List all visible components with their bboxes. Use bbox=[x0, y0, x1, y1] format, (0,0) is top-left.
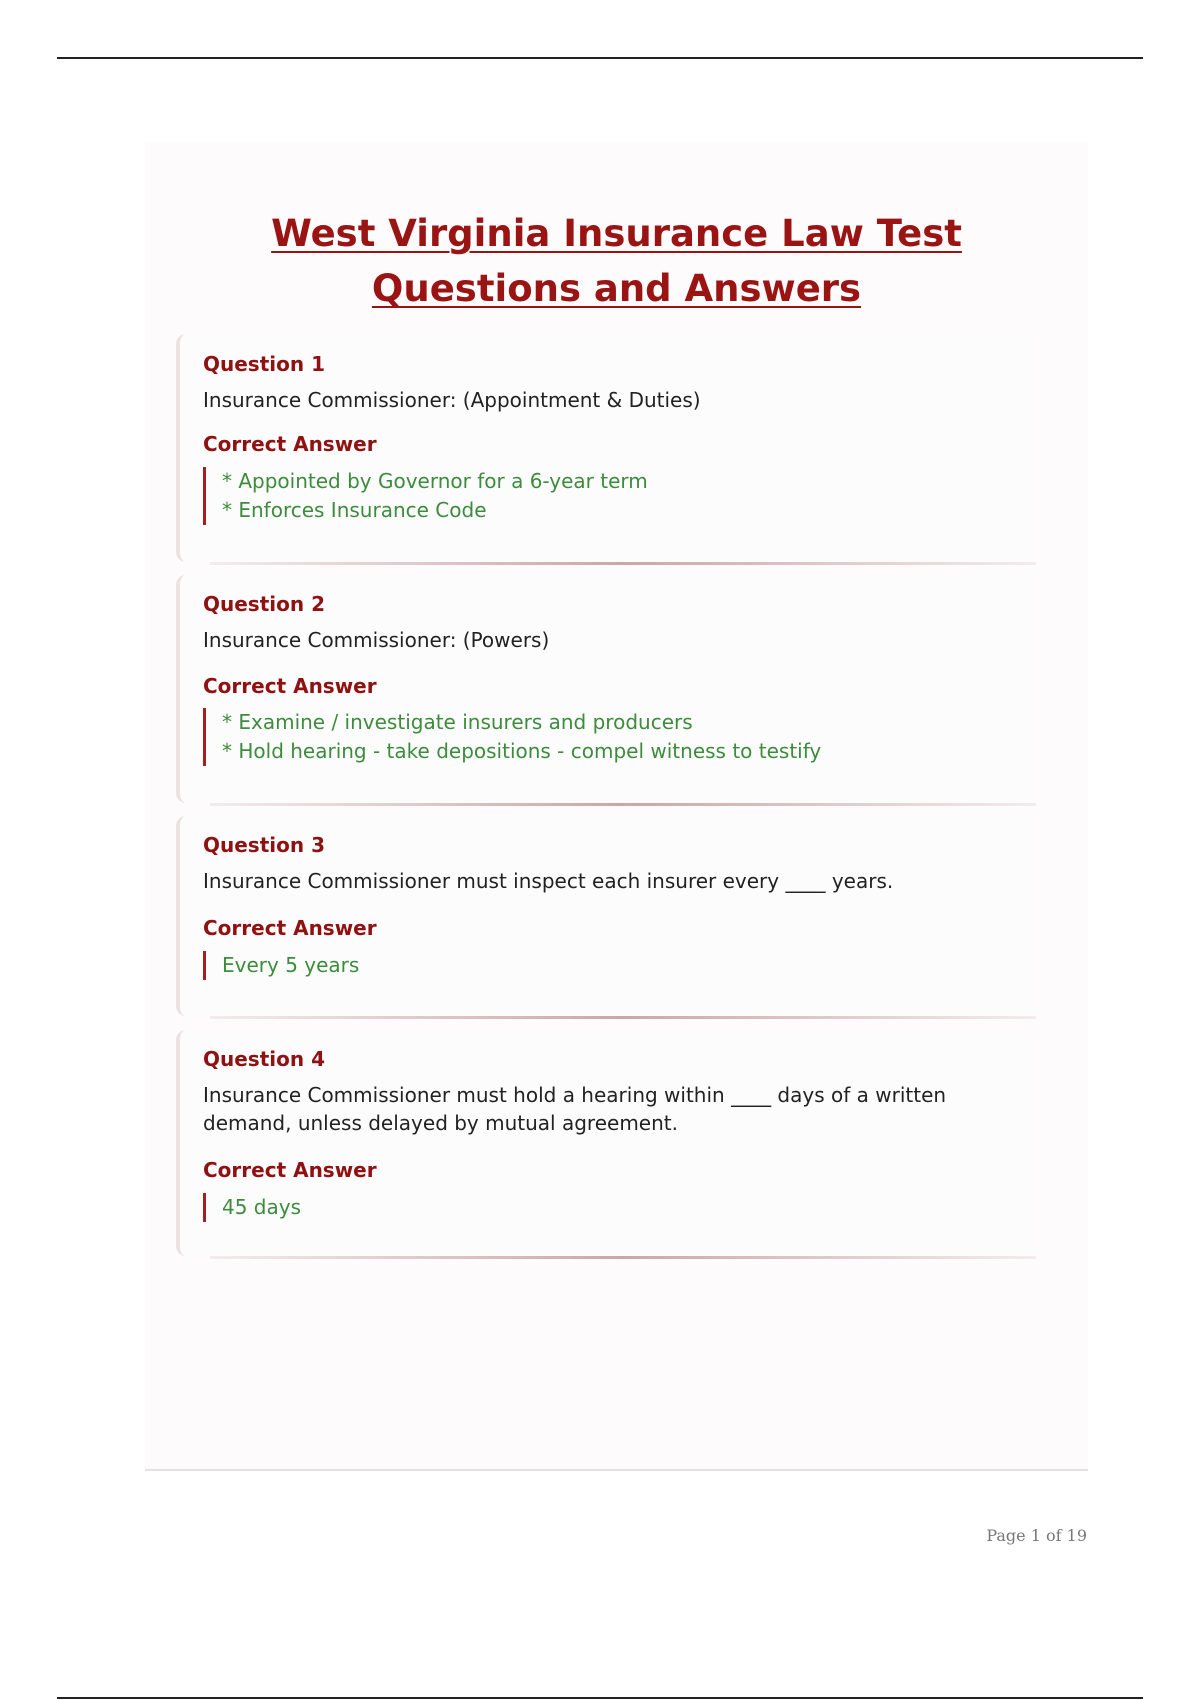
page-footer-rule bbox=[145, 1469, 1088, 1471]
bottom-rule bbox=[57, 1697, 1143, 1699]
answer-line: Every 5 years bbox=[222, 953, 360, 977]
question-text: Insurance Commissioner must hold a hearing within ____ days of a written demand, unless delayed by mutual agreement. bbox=[203, 1083, 947, 1135]
answer-block bbox=[203, 951, 359, 980]
question-card-3 bbox=[176, 816, 1036, 1016]
answer-block bbox=[203, 467, 648, 525]
correct-answer-label: Correct Answer bbox=[203, 916, 377, 940]
question-separator bbox=[210, 803, 1036, 806]
question-label: Question 3 bbox=[203, 833, 325, 857]
question-separator bbox=[210, 562, 1036, 565]
answer-line: * Enforces Insurance Code bbox=[222, 498, 487, 522]
correct-answer-label: Correct Answer bbox=[203, 674, 377, 698]
answer-line: 45 days bbox=[222, 1195, 302, 1219]
question-separator bbox=[210, 1016, 1036, 1019]
question-label: Question 1 bbox=[203, 352, 325, 376]
question-text: Insurance Commissioner must inspect each insurer every ____ years. bbox=[203, 869, 894, 893]
correct-answer-label: Correct Answer bbox=[203, 1158, 377, 1182]
question-text: Insurance Commissioner: (Powers) bbox=[203, 628, 550, 652]
question-card-1 bbox=[176, 334, 1036, 562]
question-card-2 bbox=[176, 575, 1036, 803]
question-label: Question 4 bbox=[203, 1047, 325, 1071]
top-rule bbox=[57, 57, 1143, 59]
question-card-4 bbox=[176, 1030, 1036, 1256]
answer-line: * Hold hearing - take depositions - compel witness to testify bbox=[222, 739, 822, 763]
question-label: Question 2 bbox=[203, 592, 325, 616]
answer-block bbox=[203, 708, 821, 766]
answer-line: * Examine / investigate insurers and producers bbox=[222, 710, 693, 734]
answer-block bbox=[203, 1193, 301, 1222]
question-text: Insurance Commissioner: (Appointment & Duties) bbox=[203, 388, 701, 412]
question-separator bbox=[210, 1256, 1036, 1259]
page-number: Page 1 of 19 bbox=[986, 1526, 1087, 1545]
document-title: West Virginia Insurance Law Test Questions and Answers bbox=[271, 212, 962, 310]
answer-line: * Appointed by Governor for a 6-year term bbox=[222, 469, 648, 493]
correct-answer-label: Correct Answer bbox=[203, 432, 377, 456]
